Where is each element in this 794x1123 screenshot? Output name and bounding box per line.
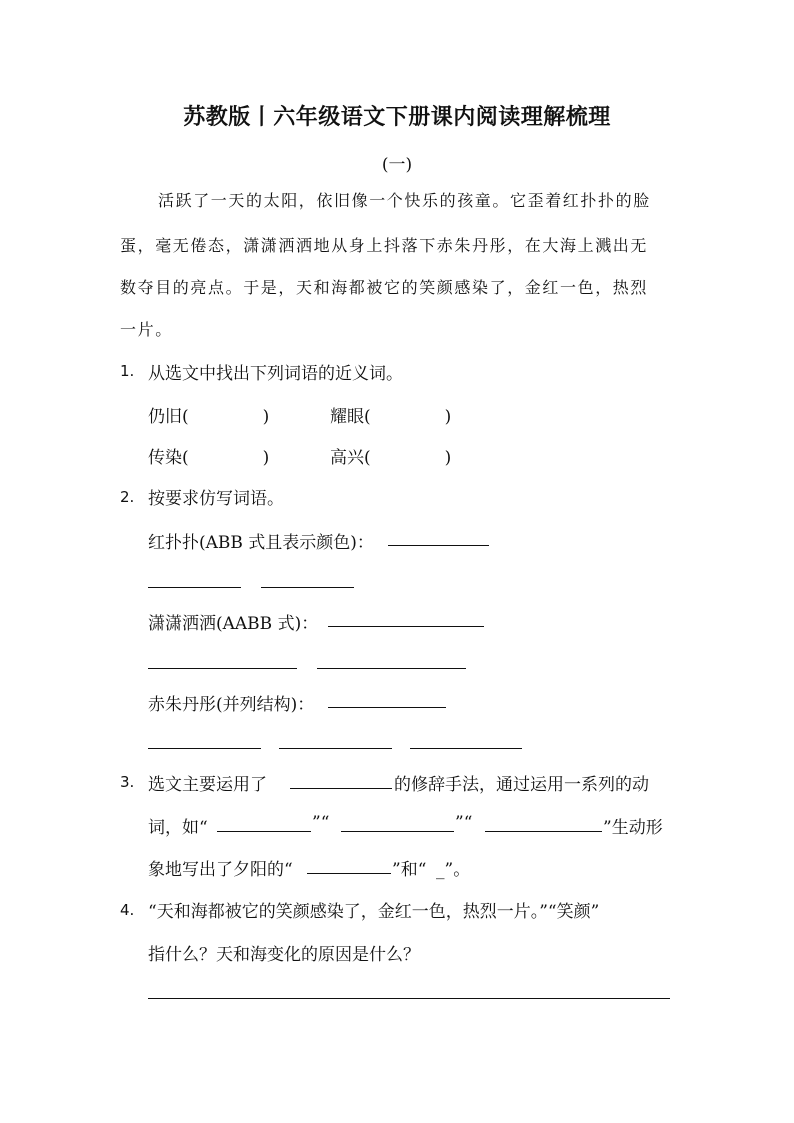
- q3-quote-mid-1: ”“: [312, 813, 330, 833]
- question-4-number: 4.: [120, 901, 135, 919]
- synonym-item-4: [330, 443, 451, 468]
- section-subtitle: (一): [381, 155, 413, 175]
- q3-part-2: 的修辞手法，通过运用一系列的动: [394, 775, 649, 795]
- q3-quote-mid-2: ”“: [455, 813, 473, 833]
- synonym-word: 高兴(: [330, 448, 371, 468]
- q2-item-c-label: 赤朱丹彤(并列结构)：: [148, 695, 315, 715]
- page-title: 苏教版丨六年级语文下册课内阅读理解梳理: [183, 105, 611, 130]
- close-paren: ): [444, 407, 452, 427]
- answer-line[interactable]: [328, 707, 446, 708]
- q3-line-3-end: _”。: [436, 860, 471, 880]
- answer-line[interactable]: [279, 748, 392, 749]
- answer-line[interactable]: [148, 587, 241, 588]
- answer-line[interactable]: [148, 998, 670, 999]
- synonym-word: 耀眼(: [330, 407, 371, 427]
- close-paren: ): [444, 448, 452, 468]
- synonym-item-1: [148, 402, 269, 427]
- question-4-line-2: 指什么？天和海变化的原因是什么？: [148, 945, 420, 965]
- answer-line[interactable]: [261, 587, 354, 588]
- synonym-word: 传染(: [148, 448, 189, 468]
- q3-part-1: 选文主要运用了: [148, 775, 267, 795]
- passage-line-4: 一片。: [120, 320, 173, 339]
- synonym-item-2: [330, 402, 451, 427]
- q3-line-2-end: ”生动形: [603, 818, 663, 838]
- answer-line[interactable]: [217, 831, 311, 832]
- q2-item-b-label: 潇潇洒洒(AABB 式)：: [148, 614, 319, 634]
- close-paren: ): [262, 407, 270, 427]
- answer-line[interactable]: [341, 831, 454, 832]
- answer-line[interactable]: [148, 748, 261, 749]
- answer-line[interactable]: [307, 873, 391, 874]
- q3-line-3-mid: ”和“: [392, 860, 427, 880]
- passage-line-3: 数夺目的亮点。于是，天和海都被它的笑颜感染了，金红一色，热烈: [120, 278, 649, 297]
- passage-line-1: 活跃了一天的太阳，依旧像一个快乐的孩童。它歪着红扑扑的脸: [158, 191, 651, 210]
- question-1-prompt: 从选文中找出下列词语的近义词。: [148, 364, 403, 384]
- close-paren: ): [262, 448, 270, 468]
- answer-line[interactable]: [328, 626, 484, 627]
- answer-line[interactable]: [290, 788, 392, 789]
- q3-line-2-start: 词，如“: [148, 818, 208, 838]
- question-2-prompt: 按要求仿写词语。: [148, 489, 284, 509]
- question-3-number: 3.: [120, 773, 135, 791]
- question-4-line-1: “天和海都被它的笑颜感染了，金红一色，热烈一片。”“笑颜”: [148, 902, 600, 922]
- question-1-number: 1.: [120, 362, 135, 380]
- synonym-item-3: [148, 443, 269, 468]
- q2-item-a-label: 红扑扑(ABB 式且表示颜色)：: [148, 533, 374, 553]
- answer-line[interactable]: [148, 668, 297, 669]
- answer-line[interactable]: [388, 545, 489, 546]
- question-2-number: 2.: [120, 488, 135, 506]
- passage-line-2: 蛋，毫无倦态，潇潇洒洒地从身上抖落下赤朱丹彤，在大海上溅出无: [120, 236, 649, 255]
- answer-line[interactable]: [317, 668, 466, 669]
- answer-line[interactable]: [485, 831, 602, 832]
- q3-line-3-start: 象地写出了夕阳的“: [148, 860, 293, 880]
- answer-line[interactable]: [410, 748, 522, 749]
- synonym-word: 仍旧(: [148, 407, 189, 427]
